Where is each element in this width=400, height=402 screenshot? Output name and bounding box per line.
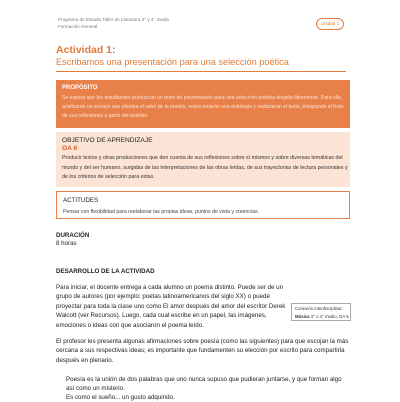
note-level: 3° o 4° medio, OA 5 [309,314,349,319]
actitudes-box [56,191,350,219]
program-label: Programa de Estudio Taller de Literatura 3° y 4° medio [58,17,170,22]
activity-title: Actividad 1: [56,44,116,56]
objetivo-code: OA 6 [62,145,78,152]
proposito-heading: PROPÓSITO [62,85,98,91]
duracion-value: 8 horas [56,240,77,247]
objetivo-box [56,132,350,187]
poetry-quote-1: Poesía es la unión de dos palabras que uno nunca supuso que pudieran juntarse, y que forman algo así como un misterio. [66,376,342,393]
desarrollo-heading: DESARROLLO DE LA ACTIVIDAD [56,268,155,275]
title-divider [56,71,346,72]
duracion-heading: DURACIÓN [56,232,90,239]
interdisciplinary-note [291,303,351,321]
formation-label: Formación General [58,24,98,29]
poetry-quote-2: Es como el sueño... un gusto adquirido. [66,394,175,401]
proposito-text: Se espera que los estudiantes produzcan un texto de presentación para una selección poética elegida libremente. Para ello, analizarán un ensayo que plantea el valor de la poesía, seleccionarán una antología y redactarán el texto, integrando el fruto de sus reflexiones a partir del análisis. [62,95,344,119]
actitudes-heading: ACTITUDES [63,197,99,204]
desarrollo-paragraph-2: El profesor les presenta algunas afirmaciones sobre poesía (como las siguientes) para que escojan la más cercana a sus respectivas ideas; es importante que fundamenten su elección por escrito para compartirla después en plenario. [56,338,349,364]
desarrollo-paragraph-1: Para iniciar, el docente entrega a cada alumno un poema distinto. Puede ser de un grupo de autores (por ejemplo: poetas latinoamericanos del siglo XX) o puede proyectar para toda la clase uno como El amor después del amor del escritor Derek Walcott (ver Recursos). Luego, cada cual escribe en un papel, las imágenes, emociones o ideas con que asociaron el poema leído. [56,284,286,329]
proposito-box [56,80,350,128]
actitudes-text: Pensar con flexibilidad para reelaborar las propias ideas, puntos de vista y creencias. [63,209,260,215]
note-subject: Música [295,314,310,319]
objetivo-heading: OBJETIVO DE APRENDIZAJE [62,137,153,144]
objetivo-text: Producir textos y otras producciones que den cuenta de sus reflexiones sobre sí mismos y sobre diversas temáticas del mundo y del ser humano, surgidas de las interpretaciones de las obras leídas, de sus trayectorias de lectura personales y de los criterios de selección para estas. [62,155,348,181]
unit-badge: Unidad 1 [316,18,344,30]
page-header [0,0,400,40]
activity-subtitle: Escribamos una presentación para una selección poética [56,57,289,67]
note-detail [295,314,349,319]
note-label: Conexión interdisciplinar: [295,306,344,311]
